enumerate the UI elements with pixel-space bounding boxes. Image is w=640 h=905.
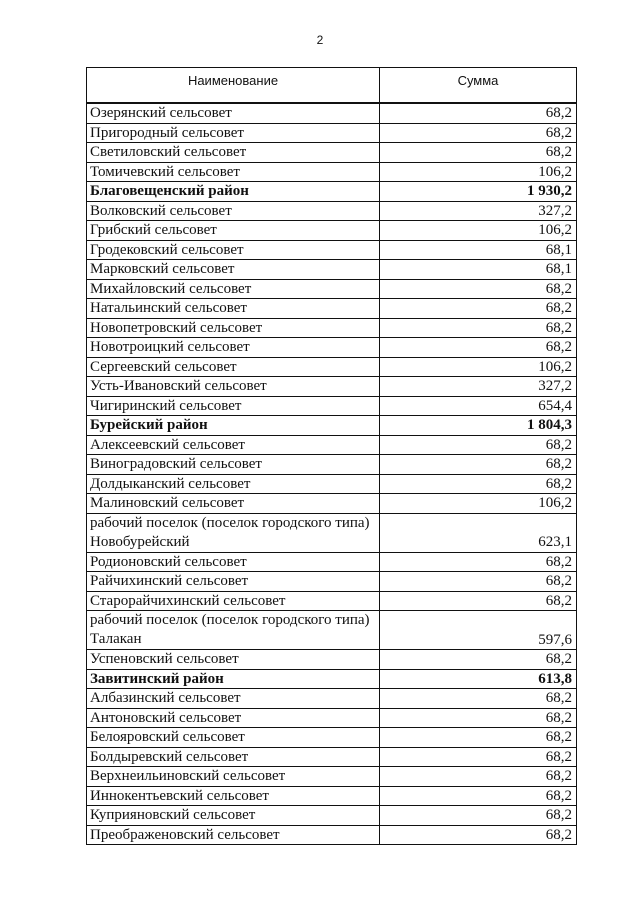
row-name-cell: Албазинский сельсовет (87, 689, 380, 709)
row-name-cell: Сергеевский сельсовет (87, 357, 380, 377)
row-name-cell: Старорайчихинский сельсовет (87, 591, 380, 611)
table-row (87, 279, 577, 299)
row-sum-cell: 597,6 (380, 611, 577, 650)
row-sum-cell: 106,2 (380, 494, 577, 514)
row-name-cell: Виноградовский сельсовет (87, 455, 380, 475)
row-sum-cell: 68,2 (380, 747, 577, 767)
row-name-cell: Антоновский сельсовет (87, 708, 380, 728)
table-row (87, 786, 577, 806)
table-row (87, 474, 577, 494)
row-name-cell: Новотроицкий сельсовет (87, 338, 380, 358)
table-row (87, 591, 577, 611)
row-name-cell: Волковский сельсовет (87, 201, 380, 221)
row-name-cell: Алексеевский сельсовет (87, 435, 380, 455)
row-sum-cell: 68,2 (380, 279, 577, 299)
row-name-cell: Пригородный сельсовет (87, 123, 380, 143)
row-sum-cell: 68,2 (380, 103, 577, 123)
row-sum-cell: 68,1 (380, 240, 577, 260)
table-row (87, 201, 577, 221)
row-name-cell: Озерянский сельсовет (87, 103, 380, 123)
row-name-cell: рабочий поселок (поселок городского типа) Талакан (87, 611, 380, 650)
table-row (87, 221, 577, 241)
table-row (87, 357, 577, 377)
row-name-cell: Белояровский сельсовет (87, 728, 380, 748)
table-row (87, 708, 577, 728)
table-row (87, 377, 577, 397)
row-sum-cell: 68,2 (380, 708, 577, 728)
row-name-cell: Чигиринский сельсовет (87, 396, 380, 416)
row-name-cell: Грибский сельсовет (87, 221, 380, 241)
row-name-cell: Михайловский сельсовет (87, 279, 380, 299)
row-name-cell: Куприяновский сельсовет (87, 806, 380, 826)
row-sum-cell: 106,2 (380, 357, 577, 377)
table-header-row (87, 68, 577, 104)
row-sum-cell: 68,2 (380, 728, 577, 748)
row-sum-cell: 68,2 (380, 143, 577, 163)
table-row (87, 513, 577, 552)
table-row (87, 767, 577, 787)
row-sum-cell: 327,2 (380, 377, 577, 397)
row-name-cell: Родионовский сельсовет (87, 552, 380, 572)
row-sum-cell: 68,2 (380, 338, 577, 358)
page-number: 2 (316, 33, 324, 47)
row-sum-cell: 68,2 (380, 318, 577, 338)
row-sum-cell: 68,2 (380, 806, 577, 826)
row-sum-cell: 68,2 (380, 825, 577, 845)
table-row (87, 396, 577, 416)
table-row (87, 572, 577, 592)
table-row (87, 806, 577, 826)
row-sum-cell: 68,2 (380, 689, 577, 709)
row-sum-cell: 623,1 (380, 513, 577, 552)
row-name-cell: Иннокентьевский сельсовет (87, 786, 380, 806)
row-sum-cell: 68,1 (380, 260, 577, 280)
row-sum-cell: 68,2 (380, 767, 577, 787)
row-sum-cell: 68,2 (380, 650, 577, 670)
row-name-cell: Бурейский район (87, 416, 380, 436)
row-sum-cell: 68,2 (380, 123, 577, 143)
row-sum-cell: 68,2 (380, 552, 577, 572)
table-row (87, 123, 577, 143)
row-sum-cell: 106,2 (380, 221, 577, 241)
table-body (87, 103, 577, 845)
row-sum-cell: 68,2 (380, 435, 577, 455)
row-name-cell: Преображеновский сельсовет (87, 825, 380, 845)
table-row (87, 299, 577, 319)
table-row (87, 318, 577, 338)
row-name-cell: рабочий поселок (поселок городского типа) Новобурейский (87, 513, 380, 552)
row-sum-cell: 106,2 (380, 162, 577, 182)
row-name-cell: Завитинский район (87, 669, 380, 689)
table-row (87, 455, 577, 475)
table-row (87, 552, 577, 572)
district-row (87, 416, 577, 436)
table-row (87, 747, 577, 767)
row-sum-cell: 68,2 (380, 572, 577, 592)
table-row (87, 338, 577, 358)
table-row (87, 728, 577, 748)
table-row (87, 494, 577, 514)
column-header-sum: Сумма (380, 68, 577, 104)
row-sum-cell: 613,8 (380, 669, 577, 689)
row-name-cell: Долдыканский сельсовет (87, 474, 380, 494)
row-sum-cell: 1 930,2 (380, 182, 577, 202)
row-sum-cell: 68,2 (380, 591, 577, 611)
table-row (87, 103, 577, 123)
table-row (87, 611, 577, 650)
table-row (87, 240, 577, 260)
row-sum-cell: 68,2 (380, 455, 577, 475)
table-row (87, 143, 577, 163)
row-name-cell: Усть-Ивановский сельсовет (87, 377, 380, 397)
row-name-cell: Успеновский сельсовет (87, 650, 380, 670)
row-name-cell: Болдыревский сельсовет (87, 747, 380, 767)
row-name-cell: Светиловский сельсовет (87, 143, 380, 163)
row-name-cell: Благовещенский район (87, 182, 380, 202)
budget-table (86, 67, 577, 845)
table-row (87, 650, 577, 670)
row-sum-cell: 68,2 (380, 786, 577, 806)
row-name-cell: Томичевский сельсовет (87, 162, 380, 182)
row-sum-cell: 1 804,3 (380, 416, 577, 436)
table-row (87, 689, 577, 709)
row-sum-cell: 68,2 (380, 299, 577, 319)
row-name-cell: Марковский сельсовет (87, 260, 380, 280)
district-row (87, 669, 577, 689)
table-row (87, 260, 577, 280)
table-row (87, 825, 577, 845)
row-name-cell: Верхнеильиновский сельсовет (87, 767, 380, 787)
row-name-cell: Малиновский сельсовет (87, 494, 380, 514)
column-header-name: Наименование (87, 68, 380, 104)
table-row (87, 162, 577, 182)
row-sum-cell: 68,2 (380, 474, 577, 494)
table-row (87, 435, 577, 455)
district-row (87, 182, 577, 202)
row-name-cell: Новопетровский сельсовет (87, 318, 380, 338)
row-sum-cell: 327,2 (380, 201, 577, 221)
row-name-cell: Райчихинский сельсовет (87, 572, 380, 592)
row-name-cell: Натальинский сельсовет (87, 299, 380, 319)
row-name-cell: Гродековский сельсовет (87, 240, 380, 260)
row-sum-cell: 654,4 (380, 396, 577, 416)
